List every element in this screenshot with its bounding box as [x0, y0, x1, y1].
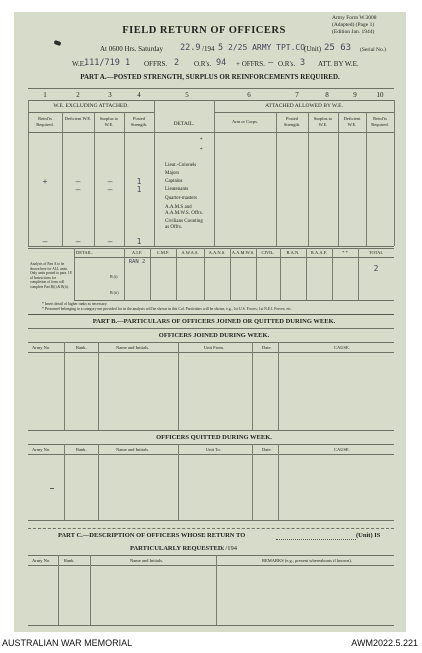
- rank-label: Lieutenants: [165, 187, 189, 192]
- posted-strength-att-header: Posted Strength.: [283, 116, 301, 127]
- surplus-mark: –: [107, 177, 113, 186]
- detail-header: DETAIL.: [173, 121, 195, 127]
- form-sheet: [14, 12, 406, 632]
- analysis-col-total: TOTAL: [368, 250, 384, 255]
- unit-value: 2/25 ARMY TPT.CO: [228, 43, 306, 52]
- quitted-col-date: Date.: [262, 447, 272, 452]
- rank-label: A.A.M.S and: [165, 205, 192, 210]
- surplus-to-we-header: Surplus to W.E.: [99, 116, 119, 127]
- we-label: W.E.: [72, 60, 86, 68]
- part-c-col-rank: Rank.: [64, 558, 75, 563]
- rank-label: Civilians Counting: [165, 219, 203, 224]
- part-c-col-name: Name and Initials.: [130, 558, 164, 563]
- part-c-heading: PART C.—DESCRIPTION OF OFFICERS WHOSE RETURN TO: [58, 532, 246, 539]
- analysis-col-ran: R.A.N.: [286, 250, 300, 255]
- offrs-value: 2: [174, 58, 180, 68]
- col-number: 6: [247, 91, 251, 99]
- joined-col-date: Date.: [262, 345, 272, 350]
- deficient-mark: –: [75, 185, 81, 194]
- ors2-value: 3: [300, 58, 306, 68]
- col-number: 8: [325, 91, 329, 99]
- year-label: /194: [202, 45, 215, 53]
- form-title: FIELD RETURN OF OFFICERS: [122, 25, 286, 36]
- army-form-number: Army Form W.3008: [332, 15, 377, 21]
- part-c-unit-blank: [276, 539, 356, 540]
- analysis-note: Analysis of Part A to be shown here for ALL units. Only units posted to para. 18 of Instructions for completion of form will complete Part B(i) & B(ii).: [30, 262, 72, 289]
- aif-value: RAN 2: [128, 259, 146, 265]
- reinforcements-required-header: Reinf'ts Required.: [36, 116, 54, 127]
- pencil-dash: [50, 488, 54, 489]
- analysis-col-raaf: R.A.A.F.: [310, 250, 328, 255]
- joined-col-cause: CAUSE.: [334, 345, 350, 350]
- analysis-col-cmf: C.M.F.: [156, 250, 170, 255]
- ors-label: O.R's.: [194, 60, 212, 68]
- footer-institution: AUSTRALIAN WAR MEMORIAL: [2, 638, 133, 648]
- we-excluding-attached-header: W.E. EXCLUDING ATTACHED.: [53, 103, 129, 109]
- offrs-label: OFFRS.: [144, 60, 168, 68]
- pen-mark: [54, 40, 62, 46]
- arm-or-corps-header: Arm or Corps.: [231, 119, 259, 124]
- attached-allowed-header: ATTACHED ALLOWED BY W.E.: [265, 103, 343, 109]
- part-c-col-army-no: Army No.: [32, 558, 51, 563]
- ors-value: 94: [216, 58, 227, 68]
- year-value: 5: [218, 43, 224, 53]
- plus-offrs-value: –: [268, 58, 274, 68]
- total-deficient-mark: –: [75, 237, 81, 246]
- joined-col-name: Name and Initials.: [116, 345, 150, 350]
- plus-offrs-label: + OFFRS.: [236, 60, 265, 68]
- posted-mark: 1: [136, 185, 142, 194]
- total-surplus-mark: –: [107, 237, 113, 246]
- rank-label: Majors: [165, 171, 180, 176]
- analysis-col-awas: A.W.A.S.: [181, 250, 199, 255]
- we-value: 111/719 1: [84, 58, 131, 68]
- joined-col-rank: Rank.: [76, 345, 87, 350]
- analysis-col-civil: CIVIL.: [261, 250, 275, 255]
- att-by-we-label: ATT. BY W.E.: [318, 60, 359, 68]
- asterisk-mark: *: [200, 138, 203, 143]
- posted-mark: 1: [136, 177, 142, 186]
- quitted-col-army-no: Army No.: [32, 447, 51, 452]
- total-reinf-mark: –: [42, 237, 48, 246]
- deficient-att-header: Deficient W.E.: [343, 116, 361, 127]
- quitted-col-name: Name and Initials.: [116, 447, 150, 452]
- quitted-col-rank: Rank.: [76, 447, 87, 452]
- rank-label: A.A.M.W.S. Offrs.: [165, 211, 203, 216]
- posted-strength-header: Posted Strength.: [130, 116, 148, 127]
- surplus-mark: –: [107, 185, 113, 194]
- analysis-col-aif: A.I.F.: [131, 250, 143, 255]
- col-number: 3: [108, 91, 112, 99]
- col-number: 1: [43, 91, 47, 99]
- total-value: 2: [373, 264, 379, 273]
- analysis-col-aans: A.A.N.S.: [208, 250, 226, 255]
- surplus-att-header: Surplus to W.E.: [313, 116, 333, 127]
- joined-col-army-no: Army No.: [32, 345, 51, 350]
- footnote-higher-ranks: * Insert detail of higher ranks as necessary.: [42, 302, 108, 306]
- analysis-col-aamws: A.A.M.W.S.: [231, 250, 255, 255]
- part-c-date-blank: / /194: [222, 545, 237, 552]
- ors2-label: O.R's.: [278, 60, 296, 68]
- unit-label: (Unit): [304, 45, 322, 53]
- col-number: 2: [76, 91, 80, 99]
- part-c-col-remarks: REMARKS (e.g., present whereabouts if known).: [262, 558, 352, 563]
- analysis-col-other: * *: [342, 250, 348, 255]
- reinforcements-att-header: Reinf'ts Required.: [371, 116, 389, 127]
- reinf-mark: +: [42, 177, 48, 186]
- deficient-mark: –: [75, 177, 81, 186]
- part-c-requested: PARTICULARLY REQUESTED.: [130, 545, 225, 552]
- col-number: 10: [376, 91, 384, 99]
- col-number: 5: [185, 91, 189, 99]
- quitted-col-unit-to: Unit To.: [206, 447, 221, 452]
- army-form-edition: (Edition Jan. 1944): [332, 29, 375, 35]
- quitted-heading: OFFICERS QUITTED DURING WEEK.: [156, 434, 272, 441]
- joined-heading: OFFICERS JOINED DURING WEEK.: [158, 332, 270, 339]
- part-c-unit-label: (Unit) IS: [356, 532, 381, 539]
- at-hours-label: At 0600 Hrs. Saturday: [100, 45, 163, 53]
- quitted-col-cause: CAUSE.: [334, 447, 350, 452]
- asterisk-mark: *: [200, 148, 203, 153]
- army-form-adapted: (Adapted) (Page 1): [332, 22, 375, 28]
- deficient-we-header: Deficient W.E.: [64, 116, 92, 121]
- rank-label: Lieut.-Colonels: [165, 163, 197, 168]
- footnote-personnel: * Personnel belonging to a category not provided for in the analysis will be shown in this Col. Particulars will be shown, e.g., 1st U.S. Forces; 1st N.E.I. Forces; etc.: [42, 307, 292, 311]
- joined-col-unit-from: Unit From.: [204, 345, 225, 350]
- rank-label: as Offrs.: [165, 225, 183, 230]
- analysis-row-bii: B (ii): [110, 290, 119, 295]
- part-b-heading: PART B.—PARTICULARS OF OFFICERS JOINED OR QUITTED DURING WEEK.: [92, 318, 336, 325]
- rank-label: Captains: [165, 179, 183, 184]
- col-number: 4: [137, 91, 141, 99]
- date-value: 22.9: [180, 43, 201, 53]
- analysis-row-bi: B (i): [110, 274, 118, 279]
- col-number: 7: [295, 91, 299, 99]
- total-posted-mark: 1: [136, 237, 142, 246]
- part-a-heading: PART A.—POSTED STRENGTH, SURPLUS OR REINFORCEMENTS REQUIRED.: [80, 73, 340, 81]
- rank-label: Quarter-masters: [165, 196, 198, 201]
- col-number: 9: [353, 91, 357, 99]
- serial-number-label: (Serial No.): [360, 47, 386, 53]
- footer-accession-number: AWM2022.5.221: [351, 638, 418, 648]
- serial-number-value: 25 63: [324, 43, 352, 53]
- analysis-detail-header: DETAIL.: [76, 250, 94, 255]
